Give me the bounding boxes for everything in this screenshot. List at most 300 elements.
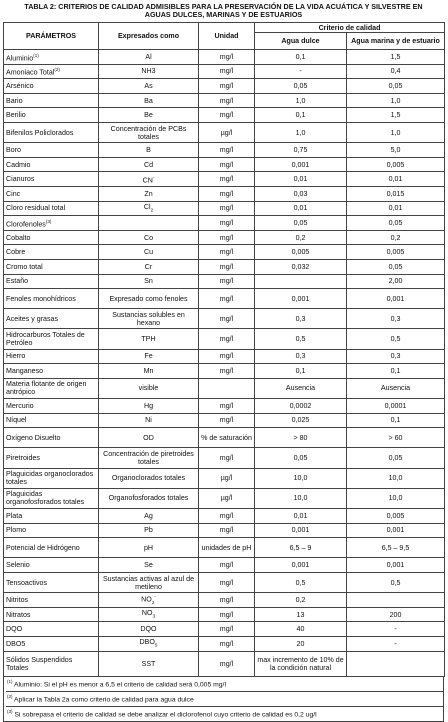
parameter-name: Selenio xyxy=(6,561,30,570)
marine-water-value: 10,0 xyxy=(347,488,445,508)
unit-cell: mg/l xyxy=(199,651,255,677)
expressed-as-cell xyxy=(99,143,199,158)
expressed-as-value: DBO xyxy=(139,638,155,647)
expressed-as-value: NO xyxy=(141,595,152,604)
marine-water-value: 0,001 xyxy=(347,558,445,573)
parameter-name: Berilio xyxy=(6,111,26,120)
footnote-text: Aplicar la Tabla 2a como criterio de calidad para agua dulce xyxy=(14,696,194,704)
parameter-cell xyxy=(4,143,99,158)
marine-water-value: 0,001 xyxy=(347,523,445,538)
expressed-as-value: Pb xyxy=(144,526,153,535)
table-row xyxy=(4,468,445,488)
title-line-2: AGUAS DULCES, MARINAS Y DE ESTUARIOS xyxy=(144,10,303,19)
expressed-as-cell xyxy=(99,572,199,592)
marine-water-value: 0,01 xyxy=(347,172,445,187)
expressed-as-value: Cl xyxy=(143,202,151,211)
expressed-as-cell xyxy=(99,108,199,123)
subscript: 2 xyxy=(150,207,154,213)
marine-water-value: > 60 xyxy=(347,428,445,448)
unit-cell xyxy=(199,378,255,398)
expressed-as-cell xyxy=(99,622,199,637)
table-row xyxy=(4,622,445,637)
expressed-as-value: Cr xyxy=(144,262,153,271)
expressed-as-cell xyxy=(99,593,199,608)
parameter-cell xyxy=(4,122,99,142)
footnote-text: Aluminio: Si el pH es menor a 6,5 el criterio de calidad será 0,005 mg/l xyxy=(14,681,226,689)
expressed-as-cell xyxy=(99,309,199,329)
expressed-as-cell xyxy=(99,428,199,448)
unit-cell: mg/l xyxy=(199,93,255,108)
parameter-cell xyxy=(4,309,99,329)
fresh-water-value: 13 xyxy=(255,607,347,622)
parameter-cell xyxy=(4,607,99,622)
table-row xyxy=(4,508,445,523)
expressed-as-cell xyxy=(99,523,199,538)
header-criterio: Criterio de calidad xyxy=(255,23,445,33)
fresh-water-value: 10,0 xyxy=(255,468,347,488)
unit-cell: µg/l xyxy=(199,122,255,142)
parameter-cell xyxy=(4,245,99,260)
parameter-name: Cianuros xyxy=(6,175,35,184)
table-row xyxy=(4,93,445,108)
fresh-water-value: 6,5 – 9 xyxy=(255,538,347,558)
parameter-cell xyxy=(4,538,99,558)
parameter-cell xyxy=(4,508,99,523)
unit-cell: % de saturación xyxy=(199,428,255,448)
marine-water-value: 0,1 xyxy=(347,364,445,379)
marine-water-value: 0,1 xyxy=(347,413,445,428)
expressed-as-cell xyxy=(99,259,199,274)
parameter-name: Cobre xyxy=(6,248,26,257)
marine-water-value: 0,3 xyxy=(347,349,445,364)
table-row xyxy=(4,79,445,94)
fresh-water-value xyxy=(255,274,347,289)
parameter-cell xyxy=(4,50,99,65)
unit-cell: mg/l xyxy=(199,186,255,201)
unit-cell: µg/l xyxy=(199,468,255,488)
parameter-name: Bifenilos Policlorados xyxy=(6,128,74,137)
expressed-as-value: pH xyxy=(143,543,154,552)
expressed-as-value: Cu xyxy=(143,248,154,257)
expressed-as-cell xyxy=(99,364,199,379)
expressed-as-cell xyxy=(99,122,199,142)
fresh-water-value: 0,005 xyxy=(255,245,347,260)
footnote-line xyxy=(6,706,443,721)
parameter-name: Plaguicidas organofosforados totales xyxy=(6,490,85,507)
marine-water-value: 0,05 xyxy=(347,79,445,94)
parameter-name: Cromo total xyxy=(6,262,43,271)
expressed-as-value: Organoclorados totales xyxy=(111,474,186,483)
marine-water-value: 0,005 xyxy=(347,245,445,260)
expressed-as-value: Sn xyxy=(144,277,153,286)
table-row xyxy=(4,523,445,538)
fresh-water-value: 40 xyxy=(255,622,347,637)
footnotes xyxy=(3,677,444,722)
table-row xyxy=(4,259,445,274)
fresh-water-value: 0,5 xyxy=(255,329,347,349)
expressed-as-cell xyxy=(99,413,199,428)
marine-water-value: 0,4 xyxy=(347,64,445,79)
table-row xyxy=(4,186,445,201)
expressed-as-value: Be xyxy=(144,111,153,120)
table-row xyxy=(4,593,445,608)
parameter-name: Amoniaco Total xyxy=(6,68,55,77)
parameter-cell xyxy=(4,572,99,592)
expressed-as-cell xyxy=(99,558,199,573)
fresh-water-value: 0,1 xyxy=(255,108,347,123)
footnote-marker: (2) xyxy=(54,67,60,73)
expressed-as-value: Al xyxy=(145,52,152,61)
marine-water-value: 1,0 xyxy=(347,122,445,142)
expressed-as-value: Se xyxy=(144,561,153,570)
unit-cell: mg/l xyxy=(199,289,255,309)
marine-water-value: 0,05 xyxy=(347,448,445,468)
expressed-as-value: CN xyxy=(142,176,153,185)
parameter-cell xyxy=(4,172,99,187)
table-row xyxy=(4,245,445,260)
table-row xyxy=(4,399,445,414)
parameter-cell xyxy=(4,378,99,398)
table-row xyxy=(4,637,445,652)
table-row xyxy=(4,157,445,172)
expressed-as-cell xyxy=(99,157,199,172)
parameter-name: DBO5 xyxy=(6,639,26,648)
quality-criteria-table xyxy=(3,22,445,677)
marine-water-value: 0,5 xyxy=(347,329,445,349)
parameter-name: Hidrocarburos Totales de Petróleo xyxy=(6,331,85,348)
marine-water-value: 200 xyxy=(347,607,445,622)
parameter-name: Estaño xyxy=(6,277,29,286)
unit-cell: mg/l xyxy=(199,79,255,94)
fresh-water-value: 0,0002 xyxy=(255,399,347,414)
parameter-name: Arsénico xyxy=(6,81,34,90)
expressed-as-cell xyxy=(99,651,199,677)
fresh-water-value: 0,001 xyxy=(255,157,347,172)
marine-water-value: 10,0 xyxy=(347,468,445,488)
table-row xyxy=(4,349,445,364)
parameter-name: Potencial de Hidrógeno xyxy=(6,543,80,552)
footnote-marker: (3) xyxy=(45,218,52,224)
subscript: 3 xyxy=(152,613,156,619)
marine-water-value: 0,05 xyxy=(347,216,445,231)
table-row xyxy=(4,172,445,187)
fresh-water-value: 0,001 xyxy=(255,558,347,573)
table-title xyxy=(3,0,444,22)
header-agua-dulce: Agua dulce xyxy=(255,33,347,50)
unit-cell: mg/l xyxy=(199,274,255,289)
table-row xyxy=(4,488,445,508)
parameter-name: Nitritos xyxy=(6,596,29,604)
expressed-as-value: Concentración de piretroides totales xyxy=(103,450,194,466)
footnote-marker: (1) xyxy=(33,52,39,58)
fresh-water-value: 0,2 xyxy=(255,593,347,608)
unit-cell: mg/l xyxy=(199,157,255,172)
parameter-cell xyxy=(4,329,99,349)
parameter-cell xyxy=(4,157,99,172)
footnote-marker: (1) xyxy=(7,679,13,685)
marine-water-value: 0,3 xyxy=(347,309,445,329)
fresh-water-value: 0,1 xyxy=(255,50,347,65)
table-row xyxy=(4,64,445,79)
expressed-as-cell xyxy=(99,508,199,523)
marine-water-value: 0,01 xyxy=(347,201,445,216)
unit-cell: mg/l xyxy=(199,448,255,468)
marine-water-value: 0,015 xyxy=(347,186,445,201)
fresh-water-value: 0,1 xyxy=(255,364,347,379)
fresh-water-value: 0,3 xyxy=(255,309,347,329)
parameter-name: Oxígeno Disuelto xyxy=(6,433,61,442)
parameter-cell xyxy=(4,259,99,274)
table-row xyxy=(4,572,445,592)
expressed-as-value: Sustancias solubles en hexano xyxy=(112,310,185,327)
expressed-as-cell xyxy=(99,64,199,79)
title-line-1: TABLA 2: CRITERIOS DE CALIDAD ADMISIBLES PARA LA PRESERVACIÓN DE LA VIDA ACUÁTICA Y SILVESTRE EN xyxy=(24,2,423,11)
unit-cell: mg/l xyxy=(199,329,255,349)
fresh-water-value: 0,75 xyxy=(255,143,347,158)
expressed-as-cell xyxy=(99,399,199,414)
table-row xyxy=(4,274,445,289)
parameter-cell xyxy=(4,93,99,108)
expressed-as-value: Ni xyxy=(145,416,152,425)
expressed-as-cell xyxy=(99,488,199,508)
expressed-as-value: Fe xyxy=(144,352,153,361)
fresh-water-value: 0,01 xyxy=(255,172,347,187)
parameter-cell xyxy=(4,201,99,216)
marine-water-value: 1,5 xyxy=(347,108,445,123)
expressed-as-cell xyxy=(99,50,199,65)
unit-cell: mg/l xyxy=(199,309,255,329)
expressed-as-cell xyxy=(99,274,199,289)
expressed-as-value: Zn xyxy=(144,189,153,198)
marine-water-value: 0,0001 xyxy=(347,399,445,414)
expressed-as-value: Ba xyxy=(144,96,153,105)
parameter-name: Plomo xyxy=(6,526,27,535)
table-row xyxy=(4,143,445,158)
unit-cell: mg/l xyxy=(199,172,255,187)
table-row xyxy=(4,50,445,65)
expressed-as-value: Expresado como fenoles xyxy=(109,294,188,303)
parameter-cell xyxy=(4,523,99,538)
unit-cell: mg/l xyxy=(199,637,255,652)
parameter-name: Aceites y grasas xyxy=(6,314,59,323)
unit-cell: mg/l xyxy=(199,201,255,216)
fresh-water-value: 10,0 xyxy=(255,488,347,508)
fresh-water-value: - xyxy=(255,64,347,79)
parameter-name: Hierro xyxy=(6,352,26,361)
header-unidad: Unidad xyxy=(199,23,255,50)
parameter-cell xyxy=(4,230,99,245)
expressed-as-cell xyxy=(99,186,199,201)
table-row xyxy=(4,329,445,349)
parameter-name: Níquel xyxy=(6,416,27,425)
fresh-water-value: 1,0 xyxy=(255,122,347,142)
expressed-as-value: Concentración de PCBs totales xyxy=(110,124,187,141)
table-row xyxy=(4,289,445,309)
expressed-as-cell xyxy=(99,289,199,309)
parameter-cell xyxy=(4,651,99,677)
parameter-cell xyxy=(4,108,99,123)
expressed-as-cell xyxy=(99,538,199,558)
table-row xyxy=(4,108,445,123)
table-row xyxy=(4,538,445,558)
marine-water-value: 0,5 xyxy=(347,572,445,592)
expressed-as-value: TPH xyxy=(141,335,156,344)
parameter-cell xyxy=(4,186,99,201)
parameter-cell xyxy=(4,274,99,289)
expressed-as-value: Co xyxy=(143,233,154,242)
expressed-as-value: visible xyxy=(138,384,159,393)
table-row xyxy=(4,378,445,398)
expressed-as-cell xyxy=(99,448,199,468)
unit-cell: mg/l xyxy=(199,607,255,622)
unit-cell: mg/l xyxy=(199,230,255,245)
fresh-water-value: 0,05 xyxy=(255,448,347,468)
expressed-as-value: B xyxy=(146,145,151,154)
parameter-cell xyxy=(4,448,99,468)
superscript: - xyxy=(154,594,156,600)
header-parametros: PARÁMETROS xyxy=(4,23,99,50)
expressed-as-value: Ag xyxy=(144,511,153,520)
parameter-cell xyxy=(4,468,99,488)
marine-water-value: - xyxy=(347,622,445,637)
unit-cell: mg/l xyxy=(199,593,255,608)
marine-water-value: Ausencia xyxy=(347,378,445,398)
expressed-as-value: NH3 xyxy=(141,67,156,76)
expressed-as-value: As xyxy=(144,81,153,90)
document xyxy=(3,0,444,722)
parameter-cell xyxy=(4,349,99,364)
parameter-cell xyxy=(4,593,99,608)
unit-cell: mg/l xyxy=(199,399,255,414)
footnote-line xyxy=(6,691,443,706)
unit-cell: mg/l xyxy=(199,143,255,158)
fresh-water-value: 0,025 xyxy=(255,413,347,428)
expressed-as-value: NO xyxy=(141,608,153,617)
unit-cell: mg/l xyxy=(199,558,255,573)
superscript: - xyxy=(152,174,155,180)
expressed-as-value: Cd xyxy=(143,160,154,169)
table-row xyxy=(4,122,445,142)
fresh-water-value: 1,0 xyxy=(255,93,347,108)
parameter-name: Fenoles monohídricos xyxy=(6,294,76,303)
expressed-as-value: OD xyxy=(143,433,154,442)
marine-water-value: 0,05 xyxy=(347,259,445,274)
marine-water-value: 0,2 xyxy=(347,230,445,245)
parameter-cell xyxy=(4,622,99,637)
marine-water-value: - xyxy=(347,637,445,652)
marine-water-value: 0,005 xyxy=(347,508,445,523)
expressed-as-value: Sustancias activas al azul de metileno xyxy=(102,574,195,591)
fresh-water-value: Ausencia xyxy=(255,378,347,398)
expressed-as-cell xyxy=(99,230,199,245)
fresh-water-value: 0,032 xyxy=(255,259,347,274)
expressed-as-cell xyxy=(99,172,199,187)
unit-cell: mg/l xyxy=(199,108,255,123)
parameter-name: Cloro residual total xyxy=(6,204,66,213)
parameter-cell xyxy=(4,399,99,414)
table-row xyxy=(4,413,445,428)
parameter-cell xyxy=(4,558,99,573)
expressed-as-cell xyxy=(99,637,199,652)
fresh-water-value: 0,03 xyxy=(255,186,347,201)
unit-cell: µg/l xyxy=(199,488,255,508)
marine-water-value: 1,0 xyxy=(347,93,445,108)
unit-cell: mg/l xyxy=(199,349,255,364)
fresh-water-value: 0,01 xyxy=(255,508,347,523)
expressed-as-cell xyxy=(99,349,199,364)
marine-water-value: 2,00 xyxy=(347,274,445,289)
parameter-name: Piretroides xyxy=(6,454,40,462)
parameter-cell xyxy=(4,216,99,231)
parameter-name: Sólidos Suspendidos Totales xyxy=(6,655,73,672)
marine-water-value: 5,0 xyxy=(347,143,445,158)
fresh-water-value: > 80 xyxy=(255,428,347,448)
fresh-water-value: max incremento de 10% de la condición natural xyxy=(255,651,347,677)
table-row xyxy=(4,607,445,622)
expressed-as-cell xyxy=(99,216,199,231)
parameter-name: Aluminio xyxy=(6,53,34,62)
fresh-water-value: 0,2 xyxy=(255,230,347,245)
marine-water-value: 0,005 xyxy=(347,157,445,172)
marine-water-value: 6,5 – 9,5 xyxy=(347,538,445,558)
parameter-name: Plaguicidas organoclorados totales xyxy=(6,470,94,487)
fresh-water-value: 0,3 xyxy=(255,349,347,364)
header-expresados: Expresados como xyxy=(99,23,199,50)
unit-cell: mg/l xyxy=(199,508,255,523)
expressed-as-cell xyxy=(99,378,199,398)
parameter-name: Materia flotante de origen antrópico xyxy=(6,380,87,397)
unit-cell: mg/l xyxy=(199,216,255,231)
fresh-water-value: 0,05 xyxy=(255,79,347,94)
table-row xyxy=(4,364,445,379)
expressed-as-cell xyxy=(99,201,199,216)
table-row xyxy=(4,428,445,448)
expressed-as-cell xyxy=(99,329,199,349)
fresh-water-value: 20 xyxy=(255,637,347,652)
table-row xyxy=(4,448,445,468)
expressed-as-value: Organofosforados totales xyxy=(108,494,189,503)
unit-cell: mg/l xyxy=(199,622,255,637)
parameter-name: Manganeso xyxy=(6,367,44,376)
parameter-name: DQO xyxy=(6,625,23,634)
parameter-name: Tensoactivos xyxy=(6,578,48,587)
marine-water-value xyxy=(347,651,445,677)
expressed-as-value: SST xyxy=(141,659,156,668)
unit-cell: mg/l xyxy=(199,259,255,274)
unit-cell: mg/l xyxy=(199,413,255,428)
header-agua-marina: Agua marina y de estuario xyxy=(347,33,445,50)
unit-cell: mg/l xyxy=(199,364,255,379)
expressed-as-cell xyxy=(99,79,199,94)
parameter-cell xyxy=(4,289,99,309)
subscript: 5 xyxy=(154,642,158,648)
marine-water-value xyxy=(347,593,445,608)
parameter-cell xyxy=(4,364,99,379)
parameter-name: Nitratos xyxy=(6,610,31,619)
parameter-name: Clorofenoles xyxy=(6,220,46,229)
table-row xyxy=(4,216,445,231)
parameter-name: Cobalto xyxy=(6,233,31,242)
footnote-text: Si sobrepasa el criterio de calidad se debe analizar el diclorofenol cuyo criterio de calidad es 0,2 ug/l xyxy=(14,711,317,719)
marine-water-value: 1,5 xyxy=(347,50,445,65)
unit-cell: unidades de pH xyxy=(199,538,255,558)
table-row xyxy=(4,651,445,677)
parameter-cell xyxy=(4,79,99,94)
footnote-marker: (3) xyxy=(7,708,13,714)
unit-cell: mg/l xyxy=(199,523,255,538)
unit-cell: mg/l xyxy=(199,50,255,65)
expressed-as-cell xyxy=(99,468,199,488)
